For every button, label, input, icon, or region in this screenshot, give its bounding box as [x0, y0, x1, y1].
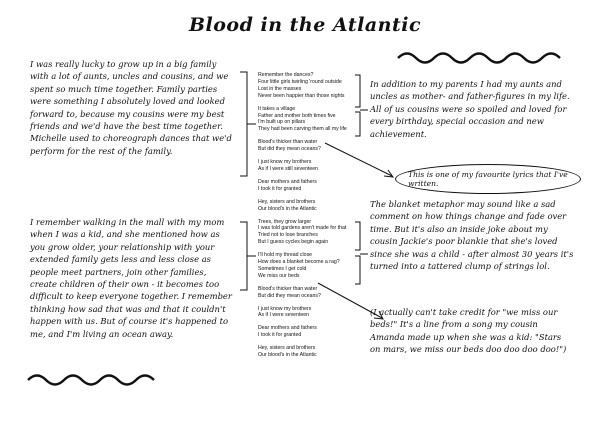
lyric-stanza — [258, 345, 358, 359]
lyric-stanza — [258, 106, 358, 134]
lyric-line: I'll hold my thread close — [258, 252, 313, 259]
page-title: Blood in the Atlantic — [188, 14, 422, 36]
lyric-line: Father and mother both times five — [258, 112, 336, 119]
lyric-line: I took it for granted — [258, 185, 302, 192]
bracket-left-top — [240, 72, 256, 176]
lyric-line: Hey, sisters and brothers — [258, 345, 316, 352]
lyric-line: Dear mothers and fathers — [258, 325, 317, 332]
lyric-line: Lost in the masses — [258, 85, 302, 92]
lyric-line: I just know my brothers — [258, 159, 312, 166]
lyric-stanza — [258, 306, 358, 320]
lyric-stanza — [258, 252, 358, 280]
lyric-line: But did they mean oceans? — [258, 146, 321, 153]
lyric-stanza — [258, 286, 358, 300]
lyric-line: Trees, they grow larger — [258, 218, 312, 225]
favourite-lyric-note: This is one of my favourite lyrics that I've written. — [408, 170, 568, 188]
lyric-stanza — [258, 179, 358, 193]
lyric-line: I'm built up on pillars — [258, 119, 306, 126]
arrowhead-oval — [384, 170, 393, 177]
lyric-line: Tried not to lose branches — [258, 232, 318, 239]
lyric-line: Hey, sisters and brothers — [258, 198, 316, 205]
lyric-line: Blood's thicker than water — [258, 139, 318, 146]
bracket-left-bottom — [240, 222, 256, 290]
lyric-line: They had been carving them all my life — [258, 126, 347, 133]
lyric-line: Blood's thicker than water — [258, 285, 318, 292]
song-lyrics — [258, 72, 358, 365]
lyric-line: I was told gardens aren't made for that — [258, 225, 347, 232]
lyric-line: But I guess cycles begin again — [258, 239, 329, 246]
wave-decoration-top — [398, 54, 560, 63]
lyric-line: Our blood's in the Atlantic — [258, 205, 317, 212]
lyric-line: How does a blanket become a rag? — [258, 259, 340, 266]
note-extended-family: I remember walking in the mall with my mom when I was a kid, and she mentioned how as you grow older, your relationship with your extended family gets less and less close as people meet partners, join other families, create children of their own - it becomes too difficult to keep everyone together. I remember thinking how sad that was and that it couldn't happen with us. But of course it's happened to me, and I'm living an ocean away. — [30, 217, 232, 339]
lyric-line: Sometimes I get cold — [258, 265, 307, 272]
lyric-stanza — [258, 219, 358, 247]
lyric-stanza — [258, 72, 358, 100]
lyric-line: I took it for granted — [258, 332, 302, 339]
note-blanket-metaphor: The blanket metaphor may sound like a sad comment on how things change and fade over time. But it's also an inside joke about my cousin Jackie's poor blankie that she's loved since she was a child - after almost 30 years it's turned into a tattered clump of strings lol. — [370, 199, 574, 272]
lyric-line: Dear mothers and fathers — [258, 178, 317, 185]
lyric-stanza — [258, 325, 358, 339]
lyric-line: Remember the dances? — [258, 72, 314, 78]
lyric-line: Our blood's in the Atlantic — [258, 352, 317, 359]
lyric-line: As if I were still seventeen — [258, 165, 318, 172]
note-miss-our-beds: (I actually can't take credit for "we miss our beds!" It's a line from a song my cousin Amanda made up when she was a kid: "Stars on mars, we miss our beds doo doo doo doo!") — [370, 307, 567, 355]
lyric-line: I just know my brothers — [258, 305, 312, 312]
lyric-line: We miss our beds — [258, 272, 300, 279]
lyric-stanza — [258, 139, 358, 153]
lyric-line: It takes a village — [258, 105, 296, 112]
lyric-line: As if I were seventeen — [258, 312, 310, 319]
wave-decoration-bottom — [28, 376, 154, 385]
lyric-line: Never been happier than those nights — [258, 92, 345, 99]
lyric-stanza — [258, 199, 358, 213]
lyric-line: Four little girls twirling 'round outside — [258, 78, 342, 85]
lyric-line: But did they mean oceans? — [258, 292, 321, 299]
lyric-stanza — [258, 159, 358, 173]
note-family-childhood: I was really lucky to grow up in a big family with a lot of aunts, uncles and cousins, and we spent so much time together. Family parties were something I absolutely loved and looked forward to, because my cousins were my best friends and we'd have the best time together. Michelle used to choreograph dances that we'd perform for the rest of the family. — [30, 59, 232, 156]
note-parents-figures: In addition to my parents I had my aunts and uncles as mother- and father-figures in my life. All of us cousins were so spoiled and loved for every birthday, special occasion and new achievement. — [370, 79, 570, 139]
